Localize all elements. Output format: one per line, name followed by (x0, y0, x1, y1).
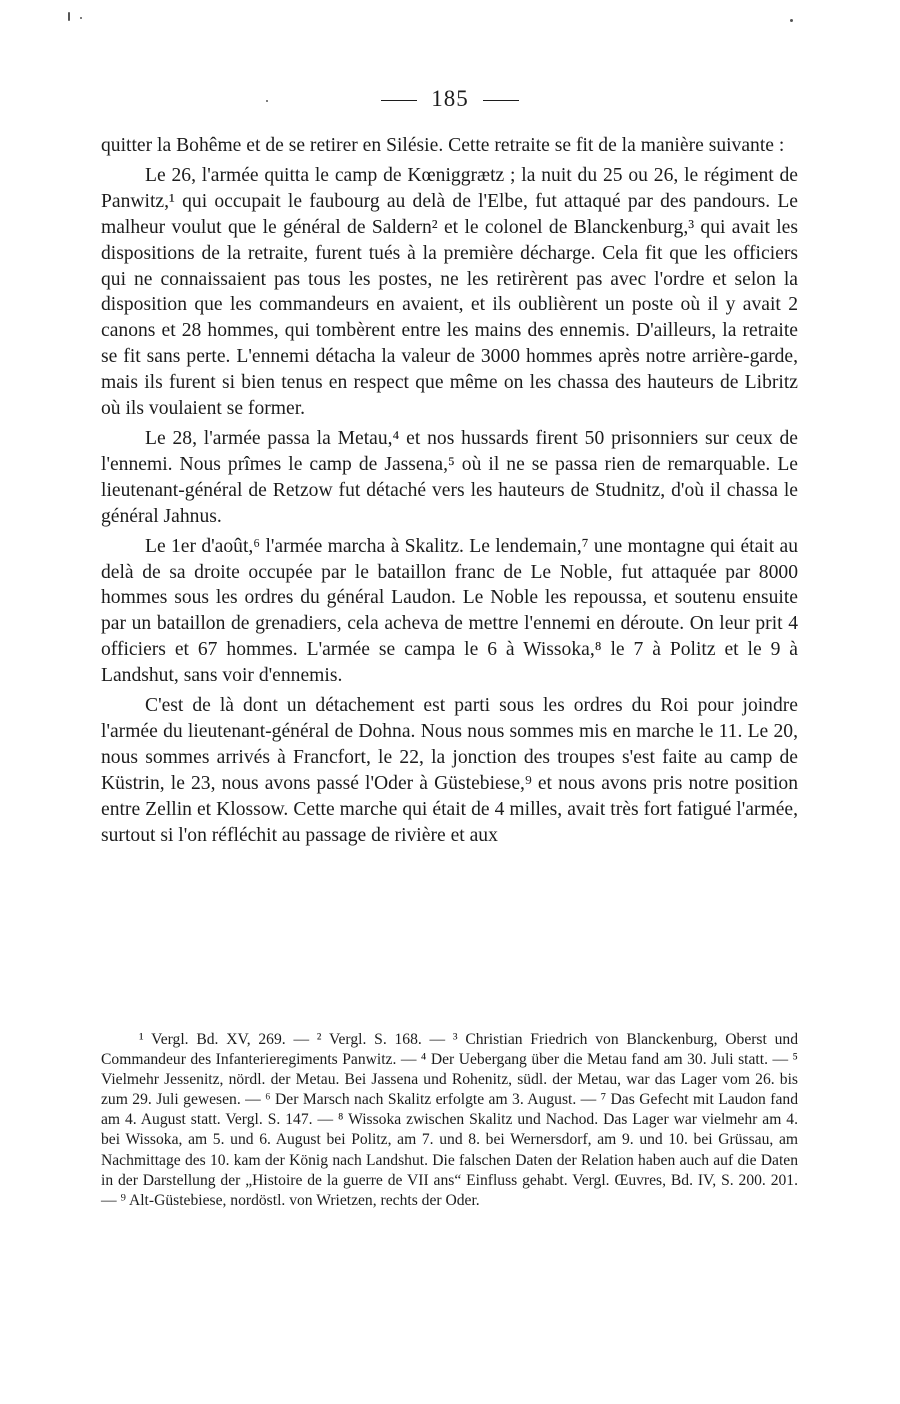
page-number: 185 (431, 86, 469, 111)
header-rule-left (381, 100, 417, 101)
scan-speck (790, 19, 793, 22)
paragraph: Le 1er d'août,⁶ l'armée marcha à Skalitz. Le lendemain,⁷ une montagne qui était au delà de sa droite occupée par le bataillon franc de Le Noble, fut attaquée par 8000 hommes sous les ordres du général Laudon. Le Noble les repoussa, et soutenu ensuite par un bataillon de grenadiers, cela acheva de mettre l'ennemi en déroute. On leur prit 4 officiers et 67 hommes. L'armée se campa le 6 à Wissoka,⁸ le 7 à Politz et le 9 à Landshut, sans voir d'ennemis. (101, 535, 798, 687)
header-rule-right (483, 100, 519, 101)
footnotes-text: ¹ Vergl. Bd. XV, 269. — ² Vergl. S. 168. — ³ Christian Friedrich von Blanckenburg, Oberst und Commandeur des Infanterieregiments Panwitz. — ⁴ Der Uebergang über die Metau fand am 30. Juli statt. — ⁵ Vielmehr Jessenitz, nördl. der Metau. Bei Jassena und Rohenitz, südl. der Metau, war das Lager vom 26. bis zum 29. Juli gewesen. — ⁶ Der Marsch nach Skalitz erfolgte am 3. August. — ⁷ Das Gefecht mit Laudon fand am 4. August statt. Vergl. S. 147. — ⁸ Wissoka zwischen Skalitz und Nachod. Das Lager war vielmehr am 4. bei Wissoka, am 5. und 6. August bei Politz, am 7. und 8. bei Wernersdorf, am 9. und 10. bei Grüssau, am Nachmittage des 10. kam der König nach Landshut. Die falschen Daten der Relation haben auch auf die Daten in der Darstellung der „Histoire de la guerre de VII ans“ Einfluss gehabt. Vergl. Œuvres, Bd. IV, S. 200. 201. — ⁹ Alt-Güstebiese, nordöstl. von Wrietzen, rechts der Oder. (101, 1031, 798, 1209)
paragraph: C'est de là dont un détachement est parti sous les ordres du Roi pour joindre l'armée du lieutenant-général de Dohna. Nous nous sommes mis en marche le 11. Le 20, nous sommes arrivés à Francfort, le 22, la jonction des troupes s'est faite au camp de Küstrin, le 23, nous avons passé l'Oder à Güstebiese,⁹ et nous avons pris notre position entre Zellin et Klossow. Cette marche qui était de 4 milles, avait très fort fatigué l'armée, surtout si l'on réfléchit au passage de rivière et aux (101, 695, 798, 846)
footnotes (101, 1030, 798, 1211)
scan-speck (80, 17, 82, 19)
page-number-header (0, 86, 900, 112)
paragraph: Le 28, l'armée passa la Metau,⁴ et nos hussards firent 50 prisonniers sur ceux de l'ennemi. Nous prîmes le camp de Jassena,⁵ où il ne se passa rien de remarquable. Le lieutenant-général de Retzow fut détaché vers les hauteurs de Studnitz, d'où il chassa le général Jahnus. (101, 427, 798, 527)
paragraph: quitter la Bohême et de se retirer en Silésie. Cette retraite se fit de la manière suivante : (101, 135, 785, 156)
body-text (101, 133, 798, 852)
paragraph: Le 26, l'armée quitta le camp de Kœniggrætz ; la nuit du 25 ou 26, le régiment de Panwitz,¹ qui occupait le faubourg au delà de l'Elbe, fut attaqué par des pandours. Le malheur voulut que le général de Saldern² et le colonel de Blanckenburg,³ qui avait les dispositions de la retraite, furent tués à la première décharge. Cela fit que les officiers qui ne connaissaient pas tous les postes, ne les retirèrent pas avec l'ordre et selon la disposition que les commandeurs en avaient, et ils oublièrent un poste où il y avait 2 canons et 28 hommes, qui tombèrent entre les mains des ennemis. D'ailleurs, la retraite se fit sans perte. L'ennemi détacha la valeur de 3000 hommes après notre arrière-garde, mais ils furent si bien tenus en respect que même on les chassa des hauteurs de Libritz où ils voulaient se former. (101, 164, 798, 420)
scan-speck (68, 12, 70, 21)
